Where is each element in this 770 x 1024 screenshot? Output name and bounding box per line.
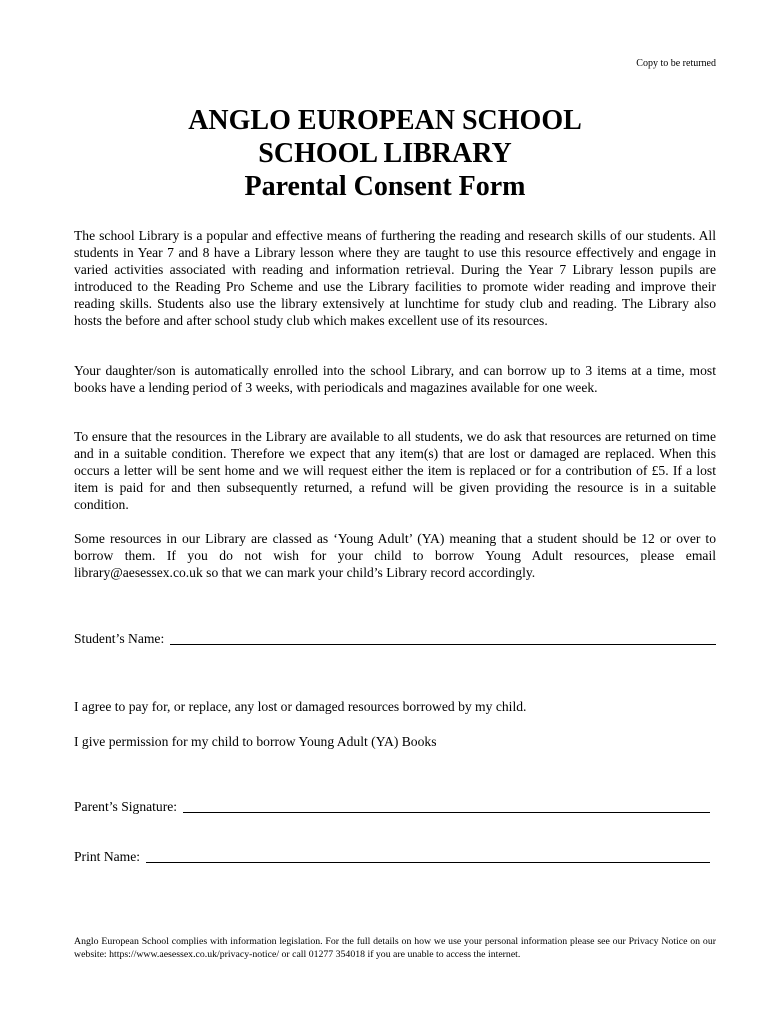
- agree-pay-statement: I agree to pay for, or replace, any lost or damaged resources borrowed by my child.: [74, 699, 527, 714]
- student-name-label: Student’s Name:: [74, 631, 165, 646]
- copy-to-be-returned-note: Copy to be returned: [636, 58, 716, 69]
- enrolment-paragraph: Your daughter/son is automatically enrolled into the school Library, and can borrow up to 3 items at a time, most books have a lending period of 3 weeks, with periodicals and magazines available for one week.: [74, 363, 716, 395]
- library-heading: SCHOOL LIBRARY: [258, 138, 512, 169]
- print-name-label: Print Name:: [74, 849, 141, 864]
- student-name-line[interactable]: [170, 631, 716, 645]
- lost-items-paragraph: To ensure that the resources in the Library are available to all students, we do ask that resources are returned on time and in a suitable condition. Therefore we expect that any item(s) that are lost or damaged are replaced. When this occurs a letter will be sent home and we will request either the item is replaced or for a contribution of £5. If a lost item is paid for and then subsequently returned, a refund will be given providing the resource is in a suitable condition.: [74, 429, 716, 512]
- school-name-heading: ANGLO EUROPEAN SCHOOL: [188, 105, 582, 136]
- parent-signature-label: Parent’s Signature:: [74, 799, 178, 814]
- privacy-footer: Anglo European School complies with information legislation. For the full details on how we use your personal information please see our Privacy Notice on our website: https://www.aesessex.co.uk/privacy-notice/ or call 01277 354018 if you are unable to access the internet.: [74, 936, 716, 960]
- print-name-field[interactable]: [74, 848, 710, 865]
- ya-permission-statement: I give permission for my child to borrow Young Adult (YA) Books: [74, 734, 437, 749]
- form-title-block: [0, 104, 770, 203]
- parent-signature-field[interactable]: [74, 798, 710, 815]
- student-name-field[interactable]: [74, 630, 716, 647]
- print-name-line[interactable]: [146, 849, 710, 863]
- parent-signature-line[interactable]: [183, 799, 710, 813]
- young-adult-paragraph: Some resources in our Library are classed as ‘Young Adult’ (YA) meaning that a student should be 12 or over to borrow them. If you do not wish for your child to borrow Young Adult resources, please email library@aesessex.co.uk so that we can mark your child’s Library record accordingly.: [74, 531, 716, 580]
- form-title-heading: Parental Consent Form: [244, 171, 526, 202]
- intro-paragraph: The school Library is a popular and effective means of furthering the reading and research skills of our students. All students in Year 7 and 8 have a Library lesson where they are taught to use this resource effectively and engage in varied activities associated with reading and information retrieval. During the Year 7 Library lesson pupils are introduced to the Reading Pro Scheme and use the Library facilities to promote wider reading and improve their reading skills. Students also use the library extensively at lunchtime for study club and reading. The Library also hosts the before and after school study club which makes excellent use of its resources.: [74, 228, 716, 328]
